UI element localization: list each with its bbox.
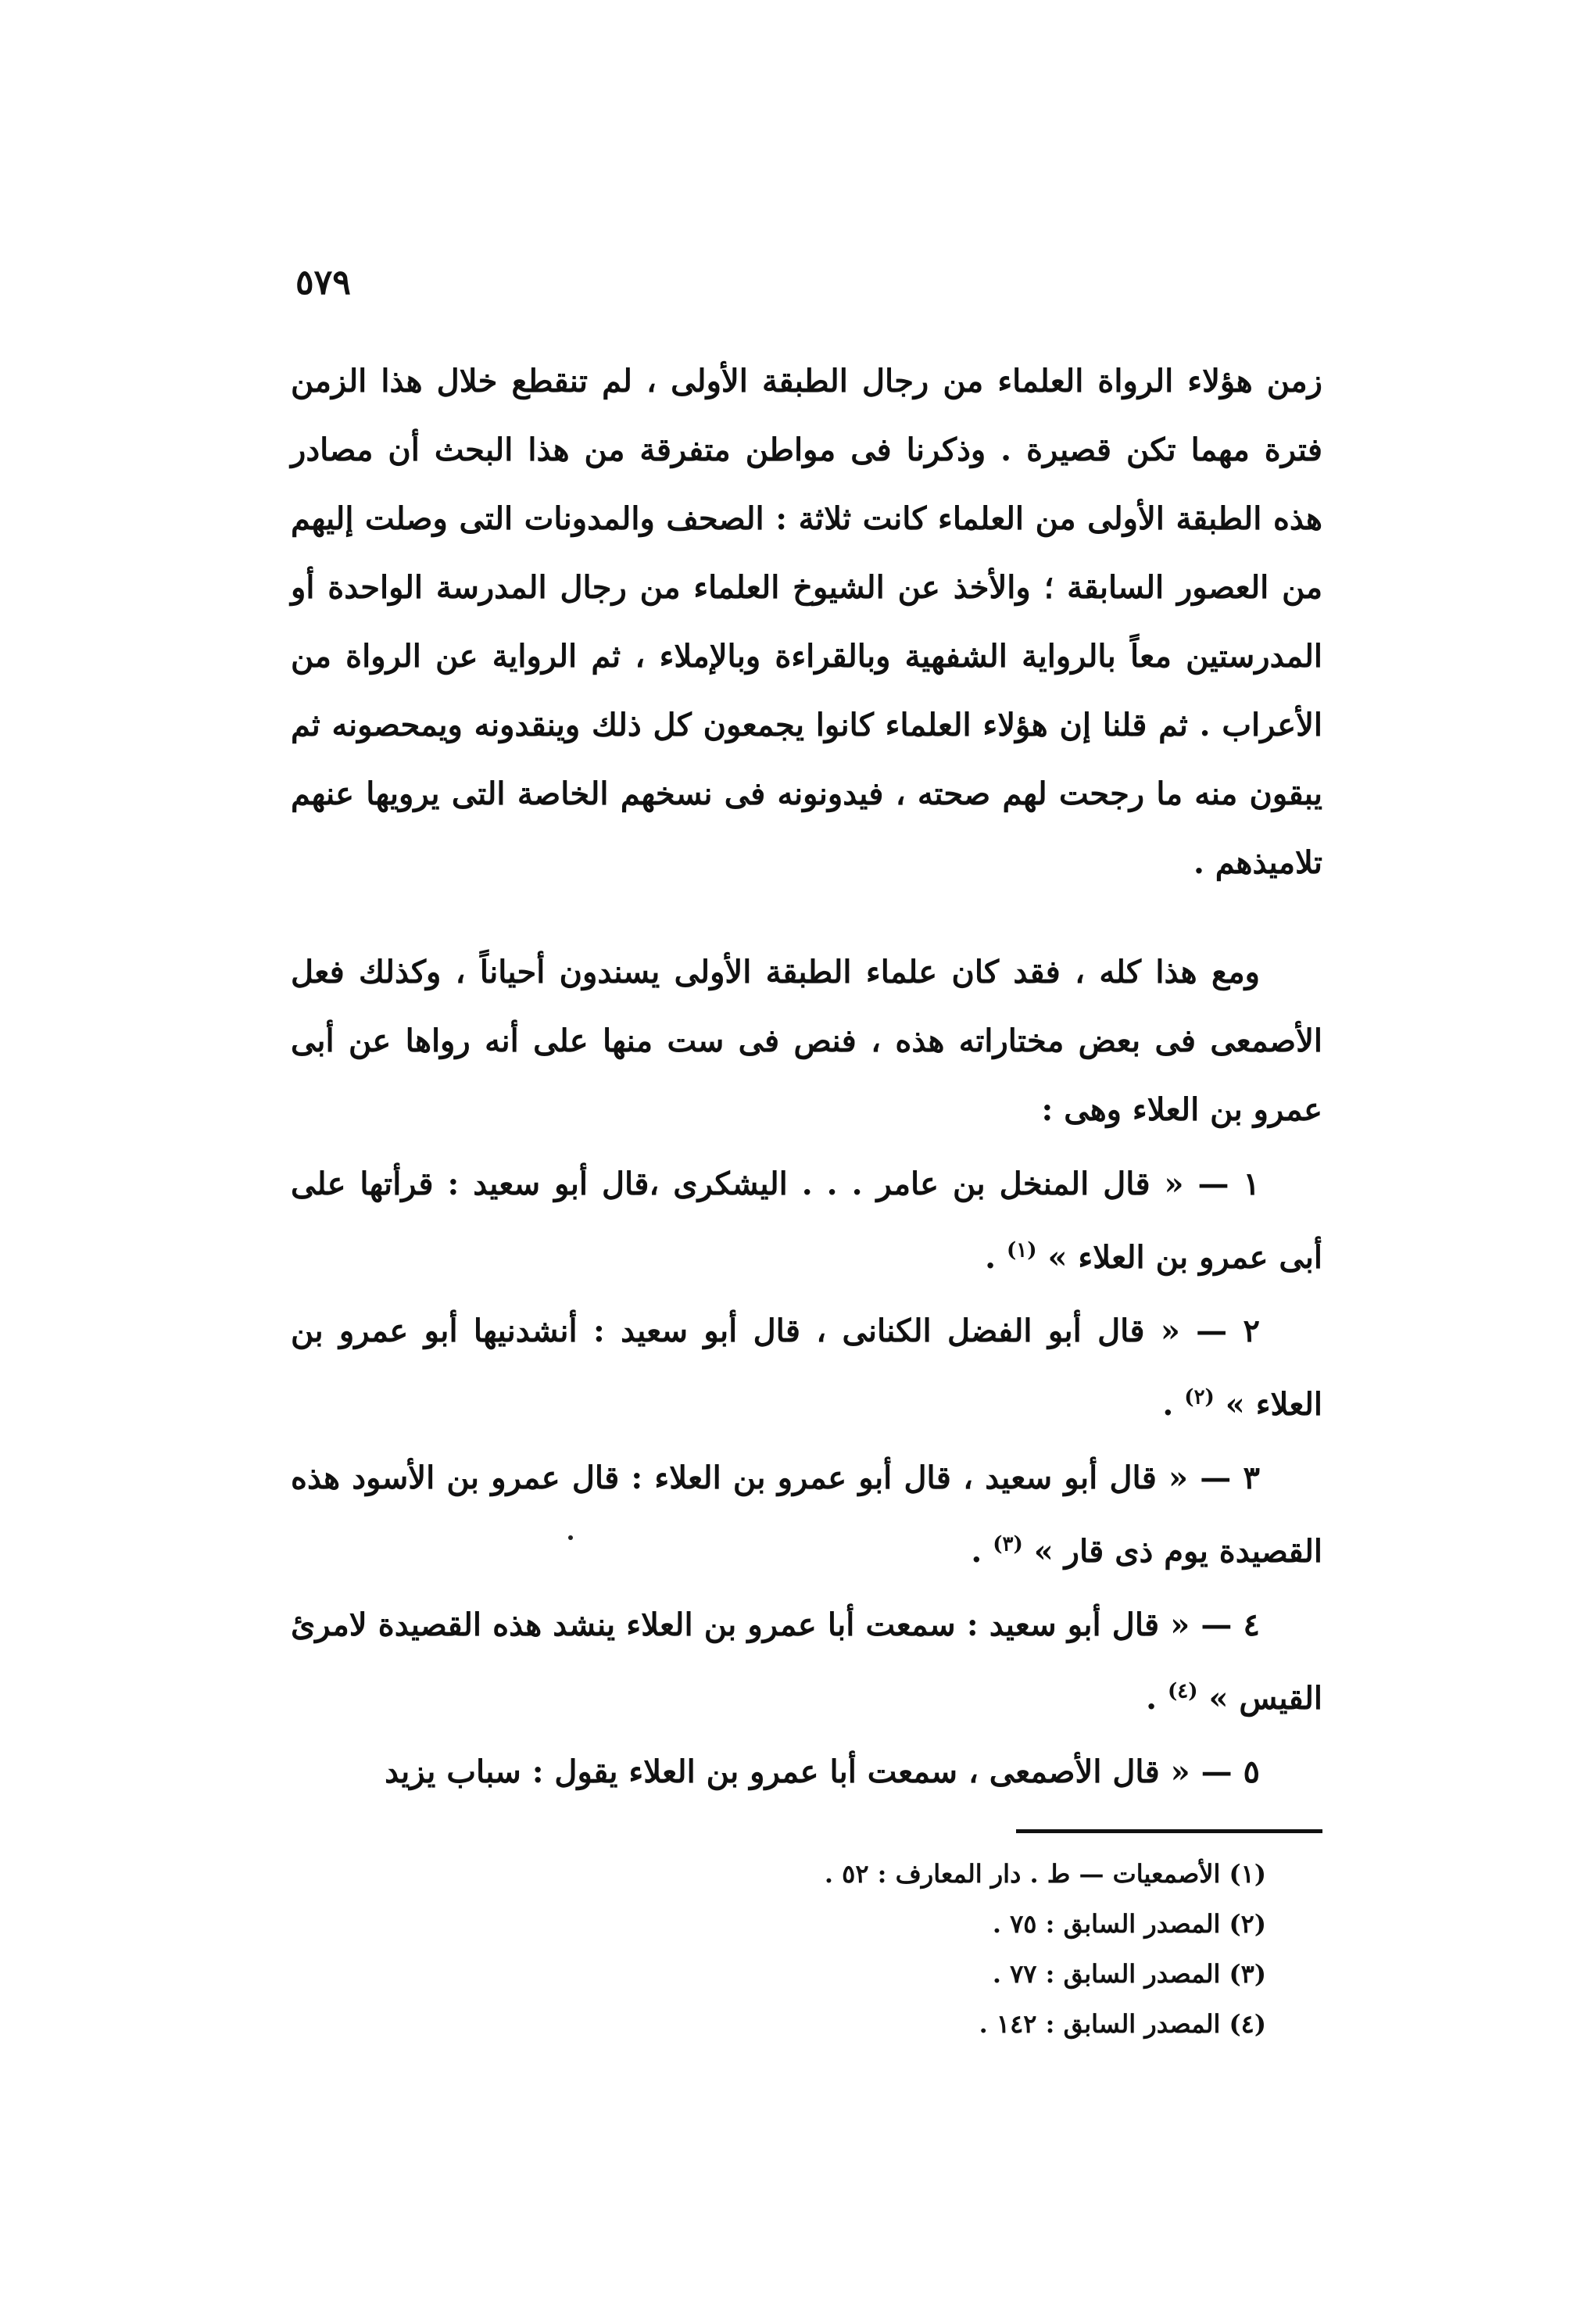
footnote-ref: (١) — [1006, 1238, 1037, 1263]
footnote-ref: (٣) — [993, 1532, 1023, 1556]
footnote-ref: (٤) — [1167, 1679, 1198, 1703]
citation-end: . — [1162, 1386, 1185, 1423]
footnote-4: (٤) المصدر السابق : ١٤٢ . — [979, 2009, 1266, 2039]
citation-text: ٢ — « قال أبو الفضل الكنانى ، قال أبو سعيد : أنشدنيها أبو عمرو بن العلاء » — [291, 1313, 1322, 1423]
footnote-2: (٢) المصدر السابق : ٧٥ . — [992, 1909, 1266, 1939]
citation-text: ٤ — « قال أبو سعيد : سمعت أبا عمرو بن العلاء ينشد هذه القصيدة لامرئ القيس » — [291, 1606, 1322, 1717]
citation-entry-5 — [291, 1735, 1322, 1809]
paragraph-1: زمن هؤلاء الرواة العلماء من رجال الطبقة الأولى ، لم تنقطع خلال هذا الزمن فترة مهما تكن قصيرة . وذكرنا فى مواطن متفرقة من هذا البحث أن مصادر هذه الطبقة الأولى من العلماء كانت ثلاثة : الصحف والمدونات التى وصلت إليهم من العصور السابقة ؛ والأخذ عن الشيوخ العلماء من رجال المدرسة الواحدة أو المدرستين معاً بالرواية الشفهية وبالقراءة وبالإملاء ، ثم الرواية عن الرواة من الأعراب . ثم قلنا إن هؤلاء العلماء كانوا يجمعون كل ذلك وينقدونه ويمحصونه ثم يبقون منه ما رجحت لهم صحته ، فيدونونه فى نسخهم الخاصة التى يرويها عنهم تلاميذهم . — [291, 363, 1322, 881]
citation-end: . — [1146, 1680, 1168, 1717]
citation-text: ٥ — « قال الأصمعى ، سمعت أبا عمرو بن العلاء يقول : سباب يزيد — [385, 1753, 1260, 1790]
footnotes — [547, 1849, 1266, 2049]
citation-entry-2 — [291, 1295, 1322, 1442]
citation-text: ٣ — « قال أبو سعيد ، قال أبو عمرو بن العلاء : قال عمرو بن الأسود هذه القصيدة يوم ذى قار » — [291, 1460, 1322, 1570]
citation-entry-3 — [291, 1442, 1322, 1588]
page-number: ٥٧٩ — [295, 263, 351, 303]
citation-entry-1 — [291, 1148, 1322, 1295]
citation-text: ١ — « قال المنخل بن عامر . . . اليشكرى ،قال أبو سعيد : قرأتها على أبى عمرو بن العلاء » — [291, 1166, 1322, 1276]
footnote-ref: (٢) — [1184, 1385, 1215, 1409]
citation-end: . — [985, 1239, 1007, 1276]
footnote-3: (٣) المصدر السابق : ٧٧ . — [992, 1959, 1266, 1989]
footnote-separator — [1016, 1829, 1322, 1833]
footnote-1: (١) الأصمعيات — ط . دار المعارف : ٥٢ . — [824, 1859, 1266, 1889]
citation-entry-4 — [291, 1588, 1322, 1735]
ink-speck — [568, 1535, 573, 1540]
citation-list — [291, 1148, 1322, 1809]
citation-end: . — [971, 1533, 993, 1570]
paragraph-2: ومع هذا كله ، فقد كان علماء الطبقة الأولى يسندون أحياناً ، وكذلك فعل الأصمعى فى بعض مختاراته هذه ، فنص فى ست منها على أنه رواها عن أبى عمرو بن العلاء وهى : — [291, 954, 1322, 1128]
